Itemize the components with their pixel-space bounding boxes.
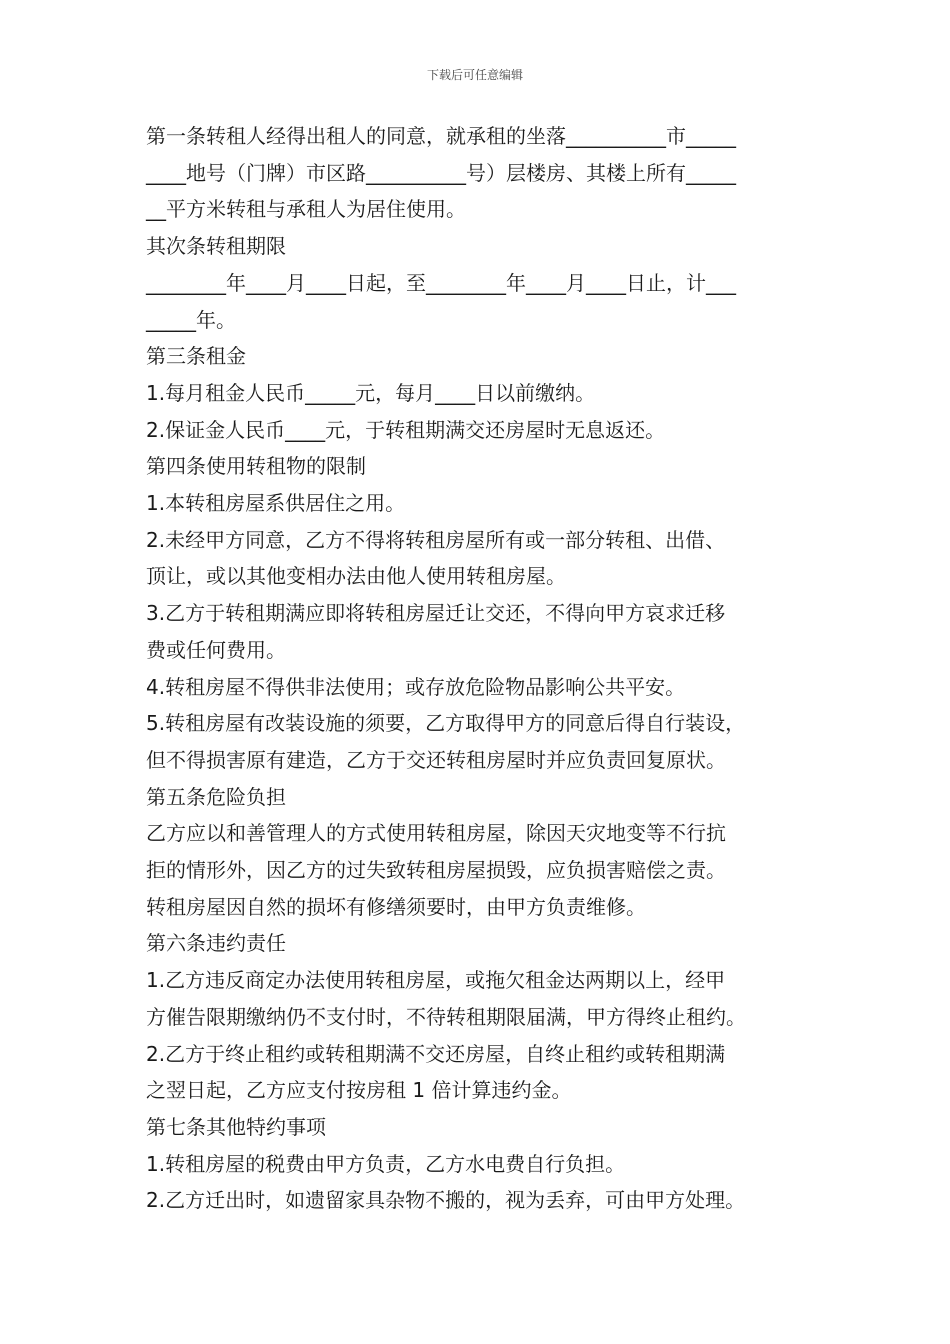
text-line: 2.乙方迁出时，如遗留家具杂物不搬的，视为丢弃，可由甲方处理。 xyxy=(146,1188,746,1213)
text-line: 5.转租房屋有改装设施的须要，乙方取得甲方的同意后得自行装设， xyxy=(146,711,746,736)
text-line: 1.每月租金人民币_____元，每月____日以前缴纳。 xyxy=(146,380,596,405)
text-line: 第一条转租人经得出租人的同意，就承租的坐落__________市_____ xyxy=(146,124,736,148)
text-line: __平方米转租与承租人为居住使用。 xyxy=(146,197,466,222)
section-heading: 其次条转租期限 xyxy=(146,234,286,259)
text-line: 2.乙方于终止租约或转租期满不交还房屋，自终止租约或转租期满 xyxy=(146,1041,726,1066)
text-line: _____年。 xyxy=(146,307,236,332)
section-heading: 第三条租金 xyxy=(146,344,246,369)
text-line: 乙方应以和善管理人的方式使用转租房屋，除因天灾地变等不行抗 xyxy=(146,821,726,846)
text-line: 1.本转租房屋系供居住之用。 xyxy=(146,491,406,516)
text-line: 1.转租房屋的税费由甲方负责，乙方水电费自行负担。 xyxy=(146,1151,626,1176)
text-line: 2.保证金人民币____元，于转租期满交还房屋时无息返还。 xyxy=(146,417,666,442)
page-header: 下载后可任意编辑 xyxy=(426,68,523,82)
text-line: 但不得损害原有建造，乙方于交还转租房屋时并应负责回复原状。 xyxy=(146,747,726,772)
section-heading: 第六条违约责任 xyxy=(146,931,286,956)
text-line: 转租房屋因自然的损坏有修缮须要时，由甲方负责维修。 xyxy=(146,894,646,919)
section-heading: 第七条其他特约事项 xyxy=(146,1114,326,1139)
text-line: 方催告限期缴纳仍不支付时，不待转租期限届满，甲方得终止租约。 xyxy=(146,1004,746,1029)
section-heading: 第五条危险负担 xyxy=(146,784,286,809)
text-line: 顶让，或以其他变相办法由他人使用转租房屋。 xyxy=(146,564,566,589)
text-line: 3.乙方于转租期满应即将转租房屋迁让交还，不得向甲方哀求迁移 xyxy=(146,601,726,626)
text-line: 2.未经甲方同意，乙方不得将转租房屋所有或一部分转租、出借、 xyxy=(146,527,726,552)
text-line: 4.转租房屋不得供非法使用；或存放危险物品影响公共平安。 xyxy=(146,674,686,699)
text-line: ____地号（门牌）市区路__________号）层楼房、其楼上所有_____ xyxy=(146,160,736,185)
section-heading: 第四条使用转租物的限制 xyxy=(146,454,366,479)
text-line: 费或任何费用。 xyxy=(146,637,286,662)
text-line: 1.乙方违反商定办法使用转租房屋，或拖欠租金达两期以上，经甲 xyxy=(146,968,726,993)
text-line: ________年____月____日起，至________年____月____日止，计___ xyxy=(146,270,736,295)
text-line: 拒的情形外，因乙方的过失致转租房屋损毁，应负损害赔偿之责。 xyxy=(146,858,726,883)
text-line: 之翌日起，乙方应支付按房租 1 倍计算违约金。 xyxy=(146,1078,572,1103)
document-body xyxy=(146,118,822,1219)
